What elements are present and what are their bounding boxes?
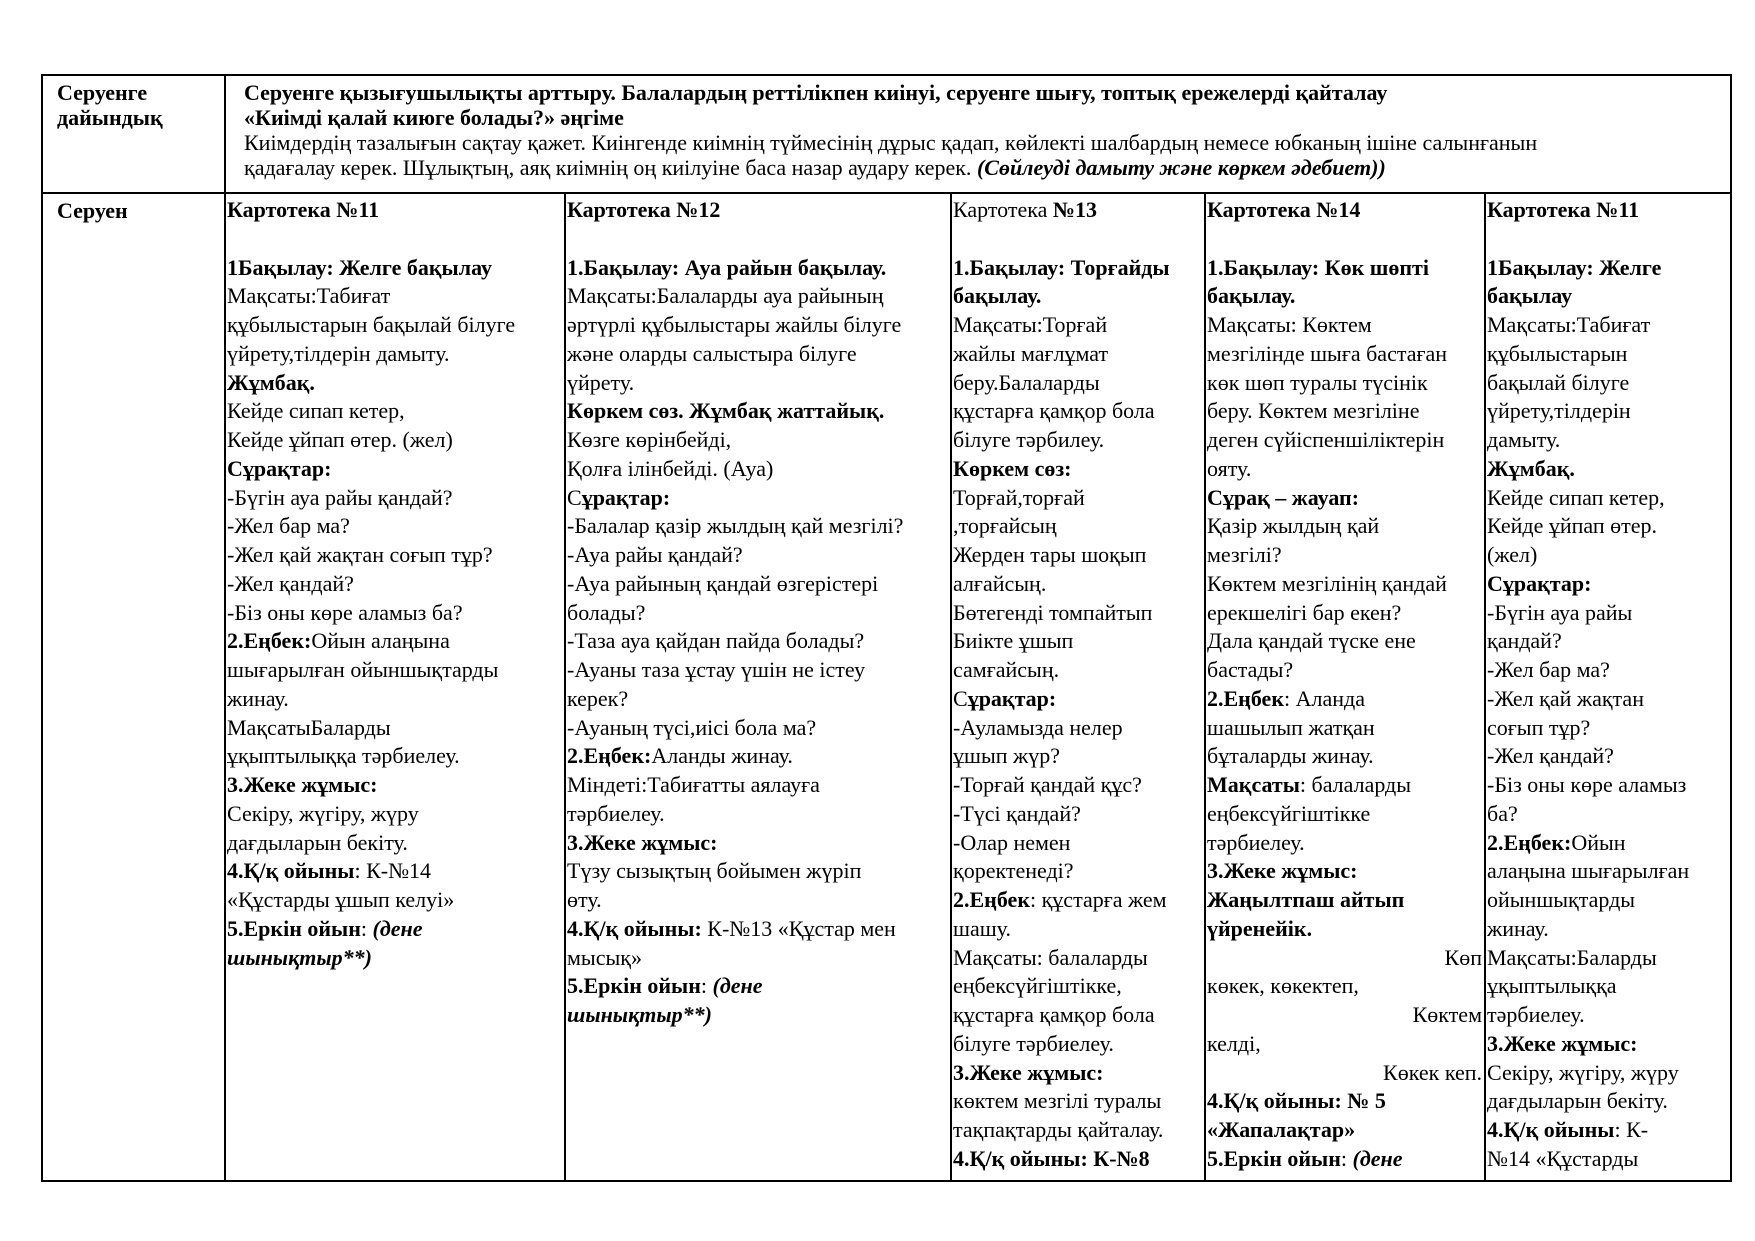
col-line: және оларды салыстыра білуге	[567, 340, 857, 366]
col-line: Кейде сипап кетер,	[1487, 484, 1665, 510]
col-line: көк шөп туралы түсінік	[1207, 369, 1428, 395]
prep-label-line: дайындық	[57, 105, 163, 130]
col-line: керек?	[567, 685, 629, 711]
col-line: еңбексүйгіштікке	[1207, 800, 1371, 826]
col-line: 1.Бақылау: Торғайды	[953, 254, 1170, 280]
prep-row	[42, 75, 1731, 193]
col-line: Көркем сөз:	[953, 455, 1072, 481]
col-line: білуге тәрбиелеу.	[953, 1030, 1114, 1056]
col-line: жинау.	[227, 685, 289, 711]
col-line: : К-№14	[354, 858, 432, 884]
col-line: мезгілі?	[1207, 542, 1282, 567]
col-line: бақылай білуге	[1487, 369, 1630, 395]
col-line: : құстарға жем	[1030, 887, 1167, 912]
col-line: Кейде сипап кетер,	[227, 398, 405, 424]
col-line: -Балалар қазір жылдың қай мезгілі?	[567, 513, 904, 539]
col-line: ба?	[1487, 800, 1518, 826]
col-line: Көктем	[1412, 1002, 1482, 1027]
col-line: бақылау.	[1207, 283, 1296, 309]
col-line: Мақсаты:Балаларды ауа райының	[567, 283, 884, 309]
col-line: шынықтыр**)	[227, 944, 372, 970]
col-line: МақсатыБаларды	[227, 714, 391, 740]
col-line: 4.Қ/қ ойыны	[1487, 1117, 1615, 1142]
col-line: -Біз оны көре аламыз	[1487, 772, 1687, 797]
col-line: тақпақтарды қайталау.	[953, 1117, 1164, 1142]
col-line: беру.Балаларды	[953, 369, 1100, 395]
col-line: 3.Жеке жұмыс:	[953, 1059, 1104, 1085]
col-line: өту.	[567, 887, 602, 912]
walk-column-4	[1205, 193, 1485, 1181]
col-line: 1.Бақылау: Көк шөпті	[1207, 254, 1429, 280]
col-line: К-№13 «Құстар мен	[701, 915, 896, 941]
col-line: -Бүгін ауа райы қандай?	[227, 484, 453, 510]
col-line: Жұмбақ.	[227, 369, 315, 395]
walk-row	[42, 193, 1731, 1181]
col-line: Бөтегенді томпайтып	[953, 599, 1153, 625]
prep-content-cell	[225, 75, 1731, 193]
col-line: 4.Қ/қ ойыны: К-№8	[953, 1145, 1150, 1171]
col-line: 5.Еркін ойын	[227, 915, 361, 941]
lesson-plan-sheet	[41, 74, 1730, 1178]
col-line: бақылау	[1487, 283, 1573, 309]
col-line: құстарға қамқор бола	[953, 398, 1155, 424]
card-heading: Картотека №14	[1207, 197, 1361, 222]
col-line: бұталарды жинау.	[1207, 743, 1374, 769]
col-line: тәрбиелеу.	[1487, 1002, 1585, 1027]
col-line: (жел)	[1487, 542, 1538, 567]
col-line: -Жел бар ма?	[1487, 657, 1610, 682]
prep-label-cell	[42, 75, 225, 193]
col-line: Мақсаты: Көктем	[1207, 312, 1372, 337]
col-line: Секіру, жүгіру, жүру	[1487, 1059, 1679, 1085]
col-line: -Біз оны көре аламыз ба?	[227, 599, 463, 625]
col-line: Сұрақтар:	[227, 455, 332, 481]
col-line: шашу.	[953, 915, 1011, 941]
col-line: Жерден тары шоқып	[953, 542, 1147, 567]
col-line: -Жел қай жақтан соғып тұр?	[227, 542, 493, 567]
card-heading: Картотека №12	[567, 197, 721, 222]
col-line: 2.Еңбек:	[567, 743, 652, 769]
col-line: Кейде ұйпап өтер. (жел)	[227, 427, 453, 452]
col-line: :	[360, 915, 373, 941]
col-line: -Жел қандай?	[1487, 743, 1614, 769]
col-line: (дене	[372, 915, 423, 941]
col-line: 4.Қ/қ ойыны: № 5	[1207, 1088, 1386, 1114]
col-line: -Ауламызда нелер	[953, 714, 1123, 740]
col-line: дағдыларын бекіту.	[227, 829, 408, 855]
col-line: дамыту.	[1487, 427, 1561, 452]
col-line: -Олар немен	[953, 829, 1071, 855]
col-line: үйрету,тілдерін дамыту.	[227, 340, 450, 366]
col-line: ойыншықтарды	[1487, 887, 1636, 912]
col-line: тәрбиелеу.	[1207, 829, 1305, 855]
col-line: 3.Жеке жұмыс:	[1487, 1030, 1638, 1056]
prep-text-line	[244, 155, 1730, 180]
col-line: 5.Еркін ойын	[1207, 1145, 1341, 1171]
col-line: дағдыларын бекіту.	[1487, 1088, 1668, 1114]
col-line: Мақсаты:Баларды	[1487, 944, 1657, 970]
col-line: :	[700, 973, 713, 999]
col-line: ,торғайсың	[953, 513, 1057, 539]
col-line: қоректенеді?	[953, 858, 1074, 884]
col-line: -Торғай қандай құс?	[953, 772, 1142, 797]
col-line: 1.Бақылау: Ауа райын бақылау.	[567, 254, 887, 280]
col-line: -Ауаны таза ұстау үшін не істеу	[567, 657, 866, 682]
col-line: С	[953, 685, 968, 711]
col-line: Секіру, жүгіру, жүру	[227, 800, 419, 826]
col-line: ұқыптылыққа	[1487, 973, 1617, 999]
col-line: қандай?	[1487, 628, 1562, 654]
col-line: ерекшелігі бар екен?	[1207, 599, 1402, 625]
prep-title-line: Серуенге қызығушылықты арттыру. Балалардың реттілікпен киінуі, серуенге шығу, топтық ережелерді қайталау	[244, 80, 1388, 105]
col-line: шығарылған ойыншықтарды	[227, 657, 499, 682]
col-line: Көп	[1444, 944, 1482, 970]
col-line: (дене	[712, 973, 763, 999]
col-line: -Жел қай жақтан	[1487, 685, 1644, 711]
col-line: Сұрақ – жауап:	[1207, 484, 1360, 510]
col-line: Мақсаты	[1207, 772, 1300, 797]
walk-column-5	[1485, 193, 1731, 1181]
col-line: самғайсың.	[953, 657, 1060, 682]
col-line: (дене	[1352, 1145, 1403, 1171]
col-line: Мақсаты:Табиғат	[227, 283, 391, 309]
col-line: Сұрақтар:	[1487, 570, 1592, 596]
col-line: -Түсі қандай?	[953, 800, 1081, 826]
col-line: құстарға қамқор бола	[953, 1002, 1155, 1027]
col-line: Жұмбақ.	[1487, 455, 1575, 481]
col-line: :	[1340, 1145, 1353, 1171]
col-line: 3.Жеке жұмыс:	[227, 772, 378, 797]
card-heading: Картотека №11	[227, 197, 380, 222]
lesson-plan-table	[41, 74, 1732, 1182]
col-line: мезгілінде шыға бастаған	[1207, 340, 1448, 366]
col-line: : Аланда	[1284, 685, 1365, 711]
col-line: -Ауаның түсі,иісі бола ма?	[567, 714, 817, 740]
col-line: көкек, көкектеп,	[1207, 973, 1359, 999]
col-line: шынықтыр**)	[567, 1002, 712, 1027]
col-line: тәрбиелеу.	[567, 800, 665, 826]
prep-text-tail: (Сөйлеуді дамыту және көркем әдебиет))	[976, 155, 1386, 180]
col-line: -Ауа райының қандай өзгерістері	[567, 570, 879, 596]
col-line: 1Бақылау: Желге бақылау	[227, 254, 492, 280]
col-line: Көкек кеп.	[1383, 1059, 1482, 1085]
col-line: 3.Жеке жұмыс:	[567, 829, 718, 855]
col-line: бастады?	[1207, 657, 1294, 682]
col-line: жайлы мағлұмат	[953, 340, 1109, 366]
col-line: келді,	[1207, 1030, 1261, 1056]
col-line: -Жел бар ма?	[227, 513, 350, 539]
prep-label-line: Серуенге	[57, 80, 148, 105]
col-line: үйренейік.	[1207, 915, 1313, 941]
col-line: : балаларды	[1299, 772, 1412, 797]
card-heading-number: №13	[1052, 197, 1098, 222]
col-line: 5.Еркін ойын	[567, 973, 701, 999]
col-line: Аланды жинау.	[651, 743, 793, 769]
col-line: үйрету.	[567, 369, 635, 395]
col-line: соғып тұр?	[1487, 714, 1591, 740]
col-line: әртүрлі құбылыстары жайлы білуге	[567, 312, 902, 337]
walk-label: Серуен	[57, 198, 128, 223]
col-line: беру. Көктем мезгіліне	[1207, 398, 1420, 424]
col-line: Торғай,торғай	[953, 484, 1085, 510]
col-line: ұшып жүр?	[953, 743, 1060, 769]
col-line: ұқыптылыққа тәрбиелеу.	[227, 743, 460, 769]
col-line: -Бүгін ауа райы	[1487, 599, 1633, 625]
walk-column-2	[565, 193, 951, 1181]
col-line: еңбексүйгіштікке,	[953, 973, 1122, 999]
col-line: 2.Еңбек	[1207, 685, 1284, 711]
col-line: үйрету,тілдерін	[1487, 398, 1631, 424]
col-line: -Жел қандай?	[227, 570, 354, 596]
col-line: 4.Қ/қ ойыны	[227, 858, 355, 884]
col-line: Қолға ілінбейді. (Ауа)	[567, 455, 774, 481]
col-line: ұрақтар:	[581, 484, 671, 510]
col-line: алғайсың.	[953, 570, 1047, 596]
col-line: : К-	[1614, 1117, 1649, 1142]
col-line: ояту.	[1207, 455, 1252, 481]
col-line: деген сүйіспеншіліктерін	[1207, 427, 1445, 452]
col-line: бақылау.	[953, 283, 1042, 309]
col-line: Мақсаты:Табиғат	[1487, 312, 1651, 337]
card-heading: Картотека №11	[1487, 197, 1640, 222]
col-line: Кейде ұйпап өтер.	[1487, 513, 1658, 539]
col-line: -Ауа райы қандай?	[567, 542, 743, 567]
col-line: Міндеті:Табиғатты аялауға	[567, 772, 820, 797]
col-line: Биікте ұшып	[953, 628, 1074, 654]
col-line: -Таза ауа қайдан пайда болады?	[567, 628, 865, 654]
col-line: Қазір жылдың қай	[1207, 513, 1380, 539]
col-line: «Жапалақтар»	[1207, 1117, 1356, 1142]
walk-column-3	[951, 193, 1205, 1181]
col-line: құбылыстарын бақылай білуге	[227, 312, 516, 337]
col-line: ұрақтар:	[967, 685, 1057, 711]
col-line: көктем мезгілі туралы	[953, 1088, 1162, 1114]
col-line: құбылыстарын	[1487, 340, 1628, 366]
col-line: Көркем сөз. Жұмбақ жаттайық.	[567, 398, 885, 424]
col-line: алаңына шығарылған	[1487, 858, 1690, 884]
col-line: білуге тәрбилеу.	[953, 427, 1105, 452]
walk-label-cell	[42, 193, 225, 1181]
col-line: Көктем мезгілінің қандай	[1207, 570, 1447, 596]
col-line: 3.Жеке жұмыс:	[1207, 858, 1358, 884]
col-line: №14 «Құстарды	[1487, 1145, 1639, 1171]
col-line: Мақсаты:Торғай	[953, 312, 1108, 337]
prep-title-line: «Киімді қалай киюге болады?» әңгіме	[244, 105, 624, 130]
col-line: болады?	[567, 599, 646, 625]
col-line: Мақсаты: балаларды	[953, 944, 1148, 970]
col-line: 2.Еңбек:	[227, 628, 312, 654]
col-line: Дала қандай түске ене	[1207, 628, 1416, 654]
prep-text-line: Киімдердің тазалығын сақтау қажет. Киінгенде киімнің түймесінің дұрыс қадап, көйлекті шалбардың немесе юбканың ішіне салынғанын	[244, 130, 1538, 155]
col-line: «Құстарды ұшып келуі»	[227, 887, 455, 912]
col-line: Ойын алаңына	[311, 628, 450, 654]
col-line: 1Бақылау: Желге	[1487, 254, 1662, 280]
card-heading-plain: Картотека	[953, 197, 1053, 222]
col-line: 2.Еңбек	[953, 887, 1030, 912]
col-line: Көзге көрінбейді,	[567, 427, 732, 452]
col-line: 4.Қ/қ ойыны:	[567, 915, 702, 941]
col-line: мысық»	[567, 944, 642, 970]
col-line: Ойын	[1571, 829, 1626, 855]
col-line: Түзу сызықтың бойымен жүріп	[567, 858, 862, 884]
col-line: шашылып жатқан	[1207, 714, 1375, 740]
col-line: Жаңылтпаш айтып	[1207, 887, 1405, 912]
col-line: 2.Еңбек:	[1487, 829, 1572, 855]
walk-column-1	[225, 193, 565, 1181]
prep-text-span: қадағалау керек. Шұлықтың, аяқ киімнің оң киілуіне баса назар аудару керек.	[244, 155, 977, 180]
col-line: жинау.	[1487, 915, 1549, 941]
col-line: С	[567, 484, 582, 510]
